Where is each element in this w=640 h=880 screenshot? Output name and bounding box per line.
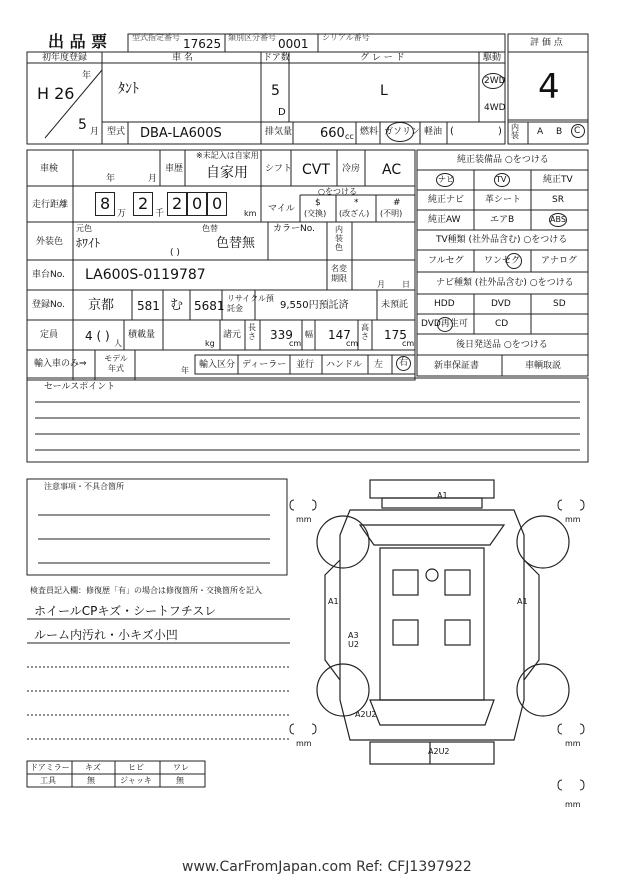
first-reg-era: H 26 (37, 84, 75, 103)
interior-color-label: 内装色 (335, 225, 343, 252)
inspector-note-2: ルーム内汚れ・小キズ小凹 (34, 628, 178, 642)
mileage-label: 走行距離 (32, 200, 69, 210)
door-label: ドア数 (263, 53, 290, 63)
equip-airbag: エアB (490, 215, 515, 225)
fuel-other-paren-close: ) (498, 126, 502, 137)
height: 175 (384, 328, 407, 342)
caution-label: 注意事項・不具合箇所 (44, 482, 124, 491)
later-title: 後日発送品 ○をつける (456, 340, 548, 350)
color-label: 外装色 (36, 237, 64, 247)
recycle-label: リサイクル預託金 (227, 294, 274, 313)
registration-number: 5681 (194, 299, 225, 313)
mileage-sen: 千 (155, 209, 165, 219)
grade-eval: 4 (538, 67, 560, 107)
navi-sd: SD (553, 299, 566, 309)
category: 0001 (278, 37, 309, 51)
damage-rear-left: A2U2 (355, 710, 377, 719)
equip-tv: TV (496, 175, 507, 184)
navi-hdd: HDD (434, 299, 455, 309)
first-reg-label: 初年度登録 (42, 53, 88, 63)
mileage-digit-4: 0 (192, 194, 203, 213)
equip-abs: ABS (550, 215, 566, 224)
grade: L (380, 83, 388, 99)
mileage-digit-2: 2 (138, 194, 149, 213)
mileage-km: km (244, 209, 257, 218)
equipment-title: 純正装備品 ○をつける (457, 155, 549, 165)
category-label: 類別区分番号 (228, 33, 276, 42)
equip-leather: 革シート (485, 195, 522, 205)
tv-oneseg: ワンセグ (484, 256, 521, 266)
month-unit: 月 (90, 127, 100, 137)
mileage-circle-note: ○をつける (318, 187, 357, 196)
orig-color: ﾎﾜｲﾄ (76, 236, 101, 250)
legend-tool-label: 工具 (40, 776, 56, 785)
grade-eval-label: 評 価 点 (530, 38, 563, 48)
equip-oem-navi: 純正ナビ (428, 195, 465, 205)
height-unit: cm (402, 339, 415, 348)
later-warranty: 新車保証書 (434, 361, 480, 371)
legend-header-crack: ヒビ (128, 763, 144, 772)
damage-rear-bumper: A2U2 (428, 747, 450, 756)
tire-spare-unit: mm (565, 800, 581, 809)
equip-oem-aw: 純正AW (428, 215, 461, 225)
mileage-digit-5: 0 (212, 194, 223, 213)
interior-c: C (574, 126, 581, 136)
mileage-digit-3: 2 (172, 194, 183, 213)
registration-class: 581 (137, 299, 160, 313)
height-label: 高さ (361, 323, 369, 341)
later-manual: 車輌取説 (525, 361, 562, 371)
equip-oem-tv: 純正TV (543, 175, 573, 185)
cc-unit: cc (345, 132, 354, 141)
fuel-gas: ガソリン (384, 127, 421, 137)
legend-header-break: ワレ (173, 763, 189, 772)
name-change-label: 名変期限 (331, 264, 347, 283)
usage-note: ※未記入は自家用 (196, 151, 259, 160)
fuel-label: 燃料 (360, 127, 379, 137)
import-dealer: ディーラー (242, 360, 287, 370)
year-unit: 年 (82, 71, 92, 81)
legend-tool-value: 無 (87, 776, 95, 785)
handle-right: 右 (399, 358, 409, 368)
model-year-unit: 年 (181, 366, 189, 375)
mileage-exchange-label: (交換) (304, 209, 327, 218)
interior-label: 内装 (511, 123, 519, 140)
name-change-month: 月 (377, 280, 385, 289)
width-unit: cm (346, 339, 359, 348)
form-title: 出 品 票 (48, 32, 108, 51)
handle-left: 左 (374, 360, 384, 370)
repaint-paren: ( ) (170, 248, 180, 258)
drive-label: 駆動 (483, 53, 502, 63)
first-reg-month: 5 (78, 117, 87, 133)
handle-label: ハンドル (326, 360, 363, 370)
interior-a: A (537, 127, 544, 137)
legend-header-mirror: ドアミラー (30, 763, 70, 772)
mileage-mile: マイル (268, 204, 295, 214)
legend-header-scratch: キズ (85, 763, 101, 772)
damage-roof: A3 U2 (348, 631, 359, 649)
mileage-digit-1: 8 (100, 194, 111, 213)
width: 147 (328, 328, 351, 342)
model-year-label: モデル年式 (104, 354, 128, 373)
registration-label: 登録No. (32, 300, 65, 310)
capacity: 4 ( ) (85, 329, 110, 343)
tire-rl-unit: mm (296, 739, 312, 748)
tire-rr-unit: mm (565, 739, 581, 748)
mileage-exchange-mark: $ (315, 198, 321, 208)
disp-label: 排気量 (265, 127, 293, 137)
repaint-label: 色替 (202, 224, 218, 233)
inspector-label: 検査員記入欄：修復歴「有」の場合は修復箇所・交換箇所を記入 (30, 586, 262, 595)
registration-kana: む (170, 298, 184, 313)
chassis-label: 車台No. (32, 270, 65, 280)
repaint: 色替無 (216, 236, 256, 251)
load-label: 積載量 (128, 330, 156, 340)
import-parallel: 並行 (296, 360, 315, 370)
shift-label: シフト (265, 164, 293, 174)
damage-left-side: A1 (328, 597, 339, 606)
tire-fr-unit: mm (565, 515, 581, 524)
ac: AC (382, 162, 402, 178)
mileage-tampered-label: (改ざん) (339, 209, 370, 218)
color-no-label: カラーNo. (273, 224, 315, 234)
damage-front-bumper: A1 (437, 491, 448, 500)
capacity-label: 定員 (40, 330, 59, 340)
model-designation: 17625 (183, 37, 222, 51)
drive-2wd: 2WD (484, 76, 506, 86)
navi-dvd-play: DVD再生可 (421, 319, 468, 329)
mileage-man: 万 (117, 209, 127, 219)
import-label: 輸入車のみ⇒ (34, 359, 87, 369)
length-label: 長さ (248, 323, 256, 341)
tv-fullseg: フルセグ (428, 256, 464, 266)
chassis-number: LA600S-0119787 (85, 267, 206, 283)
damage-right-side: A1 (517, 597, 528, 606)
mileage-unknown-mark: # (393, 198, 401, 208)
sales-point-label: セールスポイント (44, 382, 116, 392)
fuel-other-paren: ( (450, 126, 454, 137)
watermark: www.CarFromJapan.com Ref: CFJ1397922 (182, 859, 472, 875)
dims-label: 諸元 (223, 330, 242, 340)
recycle-unpaid: 未預託 (381, 300, 409, 310)
usage-label: 車歴 (165, 164, 184, 174)
tv-analog: アナログ (541, 256, 578, 266)
recycle-amount: 9,550円預託済 (280, 300, 349, 311)
shaken-month-unit: 月 (148, 174, 158, 184)
door-type: D (278, 107, 286, 118)
tire-fl-unit: mm (296, 515, 312, 524)
capacity-unit: 人 (114, 339, 122, 348)
serial-label: シリアル番号 (322, 33, 370, 42)
fuel-diesel: 軽油 (424, 127, 443, 137)
model-designation-label: 型式指定番号 (132, 33, 180, 42)
ac-label: 冷房 (342, 164, 361, 174)
tv-title: TV種類 (社外品含む) ○をつける (436, 235, 568, 245)
legend-jack-label: ジャッキ (120, 776, 152, 785)
name-change-day: 日 (402, 280, 410, 289)
navi-title: ナビ種類 (社外品含む) ○をつける (436, 278, 574, 288)
interior-b: B (556, 127, 563, 137)
load-unit: kg (205, 339, 215, 348)
width-label: 幅 (305, 330, 313, 339)
door-count: 5 (271, 83, 280, 99)
model-label: 型式 (107, 127, 126, 137)
mileage-unknown-label: (不明) (380, 209, 403, 218)
drive-4wd: 4WD (484, 103, 506, 113)
model: DBA-LA600S (140, 126, 222, 141)
car-name: ﾀﾝﾄ (118, 81, 139, 97)
orig-color-label: 元色 (76, 224, 92, 233)
displacement: 660 (320, 126, 345, 141)
shaken-year-unit: 年 (106, 174, 116, 184)
navi-dvd: DVD (491, 299, 511, 309)
car-name-label: 車 名 (172, 53, 193, 63)
usage: 自家用 (206, 165, 248, 181)
shift: CVT (302, 162, 330, 178)
shaken-label: 車検 (40, 164, 59, 174)
legend-jack-value: 無 (176, 776, 184, 785)
car-diagram (317, 480, 569, 764)
equip-sr: SR (552, 195, 564, 205)
grade-label: グ レ ー ド (360, 53, 405, 63)
mileage-tampered-mark: * (354, 198, 359, 208)
navi-cd: CD (495, 319, 509, 329)
registration-region: 京都 (88, 298, 115, 313)
inspector-note-1: ホイールCPキズ・シートフチスレ (34, 604, 217, 618)
import-type-label: 輸入区分 (199, 360, 236, 370)
length-unit: cm (289, 339, 302, 348)
equip-navi: ナビ (438, 175, 454, 184)
length: 339 (270, 328, 293, 342)
